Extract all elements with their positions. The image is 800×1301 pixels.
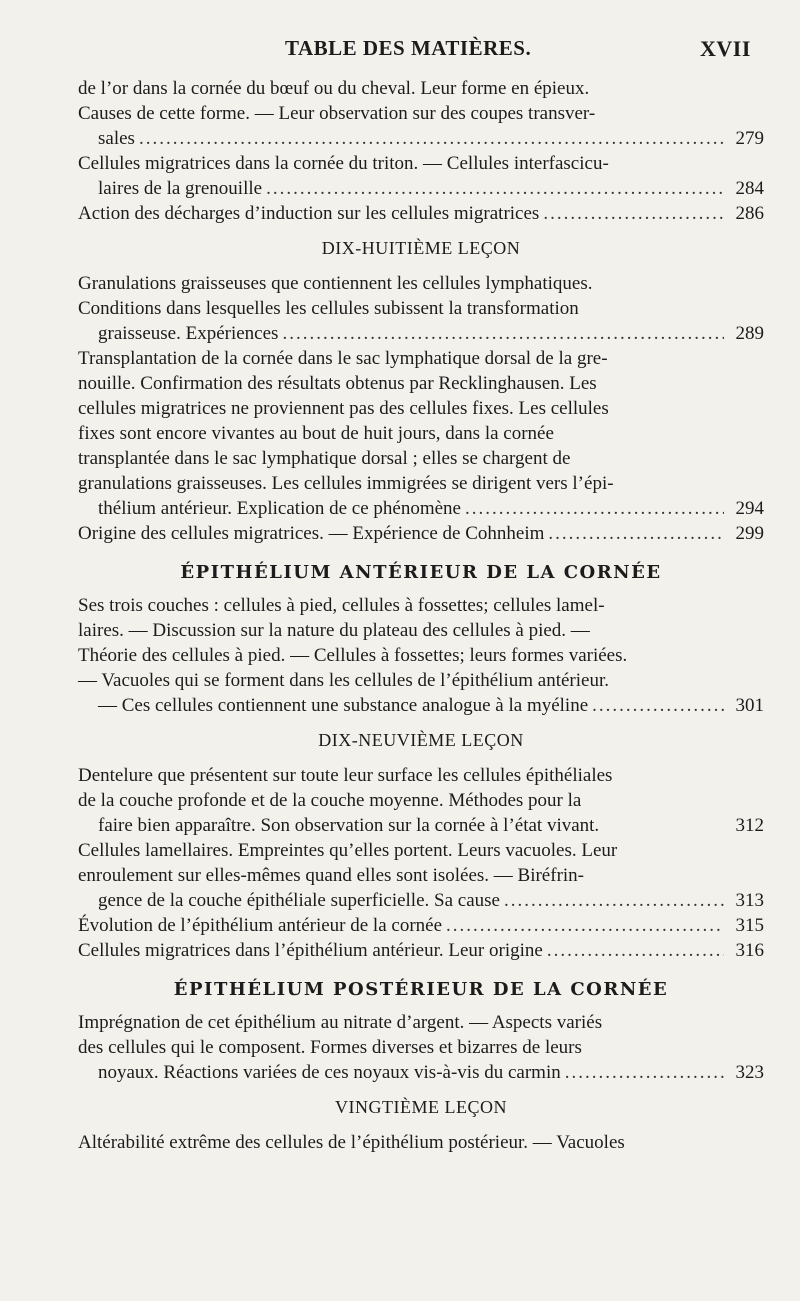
entry-line: Théorie des cellules à pied. — Cellules à fossettes; leurs formes variées. [78,645,628,666]
entry-line: transplantée dans le sac lymphatique dorsal ; elles se chargent de [78,448,571,469]
toc-entry [78,271,764,346]
entry-tail [98,813,764,838]
dot-leader [446,913,724,938]
entry-line: laires. — Discussion sur la nature du plateau des cellules à pied. — [78,620,590,641]
entry-tail-text: Évolution de l’épithélium antérieur de la cornée [78,915,443,936]
entry-line: Altérabilité extrême des cellules de l’épithélium postérieur. — Vacuoles [78,1132,625,1153]
dot-leader [565,1060,724,1085]
entry-tail [98,321,764,346]
entry-page-number: 289 [735,323,764,344]
entry-line: granulations graisseuses. Les cellules immigrées se dirigent vers l’épi- [78,473,614,494]
entry-line: Transplantation de la cornée dans le sac lymphatique dorsal de la gre- [78,348,608,369]
toc-entry [78,346,764,521]
entry-page-number: 294 [735,498,764,519]
entry-page-number: 301 [735,695,764,716]
entry-tail [78,938,764,963]
entry-line: de la couche profonde et de la couche moyenne. Méthodes pour la [78,790,582,811]
entry-line: nouille. Confirmation des résultats obtenus par Recklinghausen. Les [78,373,597,394]
entry-page-number: 286 [735,203,764,224]
entry-tail-text: graisseuse. Expériences [98,323,279,344]
table-of-contents [78,76,764,1155]
toc-entry [78,763,764,838]
lesson-heading: DIX-NEUVIÈME LEÇON [318,730,524,750]
entry-tail-text: thélium antérieur. Explication de ce phénomène [98,498,461,519]
toc-entry [78,201,764,226]
entry-tail-text: Cellules migratrices dans l’épithélium antérieur. Leur origine [78,940,543,961]
section-heading: ÉPITHÉLIUM ANTÉRIEUR DE LA CORNÉE [180,562,662,583]
entry-tail [98,693,764,718]
entry-line: des cellules qui le composent. Formes diverses et bizarres de leurs [78,1037,582,1058]
entry-line: Granulations graisseuses que contiennent les cellules lymphatiques. [78,273,593,294]
entry-line: enroulement sur elles-mêmes quand elles sont isolées. — Biréfrin- [78,865,585,886]
entry-tail [98,888,764,913]
dot-leader [543,201,724,226]
entry-line: Cellules lamellaires. Empreintes qu’elles portent. Leurs vacuoles. Leur [78,840,618,861]
toc-entry [78,521,764,546]
dot-leader [465,496,724,521]
toc-entry [78,913,764,938]
toc-entry [78,1010,764,1085]
toc-entry [78,151,764,201]
entry-tail-text: Action des décharges d’induction sur les cellules migratrices [78,203,540,224]
entry-page-number: 316 [735,940,764,961]
toc-entry [78,1130,764,1155]
entry-tail [98,496,764,521]
entry-tail-text: Origine des cellules migratrices. — Expérience de Cohnheim [78,523,545,544]
dot-leader [266,176,724,201]
entry-line: Ses trois couches : cellules à pied, cellules à fossettes; cellules lamel- [78,595,605,616]
entry-line: Imprégnation de cet épithélium au nitrate d’argent. — Aspects variés [78,1012,603,1033]
section-heading: ÉPITHÉLIUM POSTÉRIEUR DE LA CORNÉE [173,979,669,1000]
entry-line: cellules migratrices ne proviennent pas des cellules fixes. Les cellules [78,398,609,419]
entry-line: Dentelure que présentent sur toute leur surface les cellules épithéliales [78,765,613,786]
entry-page-number: 279 [735,128,764,149]
dot-leader [282,321,724,346]
entry-line: de l’or dans la cornée du bœuf ou du cheval. Leur forme en épieux. [78,78,590,99]
entry-tail [78,521,764,546]
dot-leader [592,693,724,718]
page-number: XVII [700,36,751,61]
entry-page-number: 312 [735,815,764,836]
entry-tail-text: sales [98,128,135,149]
entry-tail [98,176,764,201]
toc-entry [78,76,764,151]
entry-page-number: 299 [735,523,764,544]
entry-tail-text: laires de la grenouille [98,178,263,199]
toc-entry [78,938,764,963]
entry-tail-text: — Ces cellules contiennent une substance analogue à la myéline [98,695,589,716]
entry-line: Conditions dans lesquelles les cellules subissent la transformation [78,298,579,319]
entry-line: Causes de cette forme. — Leur observation sur des coupes transver- [78,103,596,124]
entry-tail-text: gence de la couche épithéliale superficielle. Sa cause [98,890,500,911]
lesson-heading: VINGTIÈME LEÇON [335,1097,507,1117]
entry-tail [78,201,764,226]
entry-page-number: 284 [735,178,764,199]
dot-leader [504,888,724,913]
entry-page-number: 323 [735,1062,764,1083]
entry-page-number: 315 [735,915,764,936]
entry-page-number: 313 [735,890,764,911]
entry-tail [78,913,764,938]
running-header [0,36,800,66]
entry-tail [98,1060,764,1085]
entry-tail-text: noyaux. Réactions variées de ces noyaux vis-à-vis du carmin [98,1062,561,1083]
toc-entry [78,838,764,913]
dot-leader [139,126,724,151]
dot-leader [547,938,724,963]
entry-tail-text: faire bien apparaître. Son observation sur la cornée à l’état vivant. [98,815,600,836]
entry-line: — Vacuoles qui se forment dans les cellules de l’épithélium antérieur. [78,670,609,691]
entry-line: fixes sont encore vivantes au bout de huit jours, dans la cornée [78,423,554,444]
entry-line: Cellules migratrices dans la cornée du triton. — Cellules interfascicu- [78,153,609,174]
lesson-heading: DIX-HUITIÈME LEÇON [321,238,521,258]
dot-leader [548,521,724,546]
page-title: TABLE DES MATIÈRES. [285,36,532,60]
toc-entry [78,593,764,718]
entry-tail [98,126,764,151]
